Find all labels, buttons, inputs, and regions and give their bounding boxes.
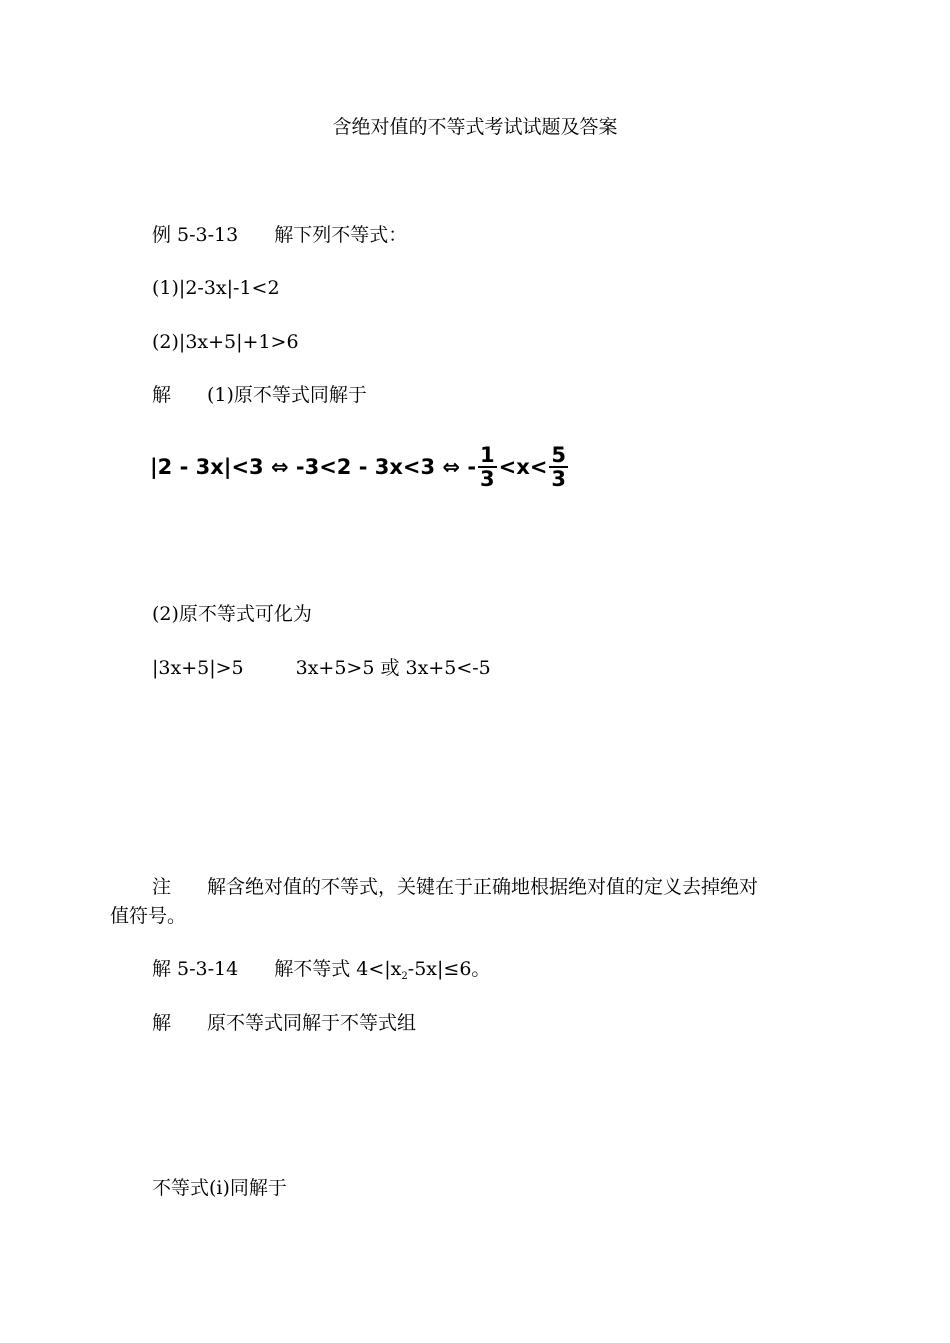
formula-part-b: <x<	[498, 455, 548, 479]
example-5-3-13	[152, 224, 407, 246]
fraction-denominator: 3	[551, 467, 567, 491]
solution-3-label: 解	[152, 1012, 172, 1034]
example-2-text-end: -5x|≤6。	[407, 958, 491, 980]
fraction-one-third	[478, 444, 497, 490]
fraction-five-thirds	[549, 444, 568, 490]
solution-label: 解	[152, 384, 172, 406]
note	[152, 876, 758, 898]
solution-3	[152, 1012, 416, 1034]
formula-image	[150, 438, 570, 496]
fraction-numerator: 1	[480, 443, 495, 467]
solution-1	[152, 384, 367, 406]
note-label: 注	[152, 876, 172, 898]
subscript: 2	[401, 971, 408, 982]
page-title: 含绝对值的不等式考试试题及答案	[332, 116, 618, 138]
example-2-text: 解不等式 4<|x	[274, 958, 402, 980]
note-text: 解含绝对值的不等式，关键在于正确地根据绝对值的定义去掉绝对	[207, 876, 759, 898]
formula-part-a: |2 - 3x|<3 ⇔ -3<2 - 3x<3 ⇔ -	[150, 455, 477, 479]
note-continuation: 值符号。	[110, 905, 187, 927]
example-text: 解下列不等式：	[274, 224, 408, 246]
solution-2-right: 3x+5>5 或 3x+5<-5	[295, 657, 491, 679]
problem-1: (1)|2-3x|-1<2	[152, 277, 280, 299]
example-label: 例 5-3-13	[152, 224, 239, 246]
solution-2-line	[152, 657, 491, 679]
solution-2-intro: (2)原不等式可化为	[152, 603, 312, 625]
problem-2: (2)|3x+5|+1>6	[152, 331, 299, 353]
fraction-numerator: 5	[551, 443, 567, 467]
solution-text: (1)原不等式同解于	[207, 384, 367, 406]
solution-3-sub: 不等式(i)同解于	[152, 1177, 287, 1199]
fraction-denominator: 3	[480, 467, 495, 491]
example-2-label: 解 5-3-14	[152, 958, 239, 980]
solution-3-text: 原不等式同解于不等式组	[207, 1012, 417, 1034]
example-5-3-14	[152, 958, 490, 988]
solution-2-left: |3x+5|>5	[152, 657, 244, 679]
